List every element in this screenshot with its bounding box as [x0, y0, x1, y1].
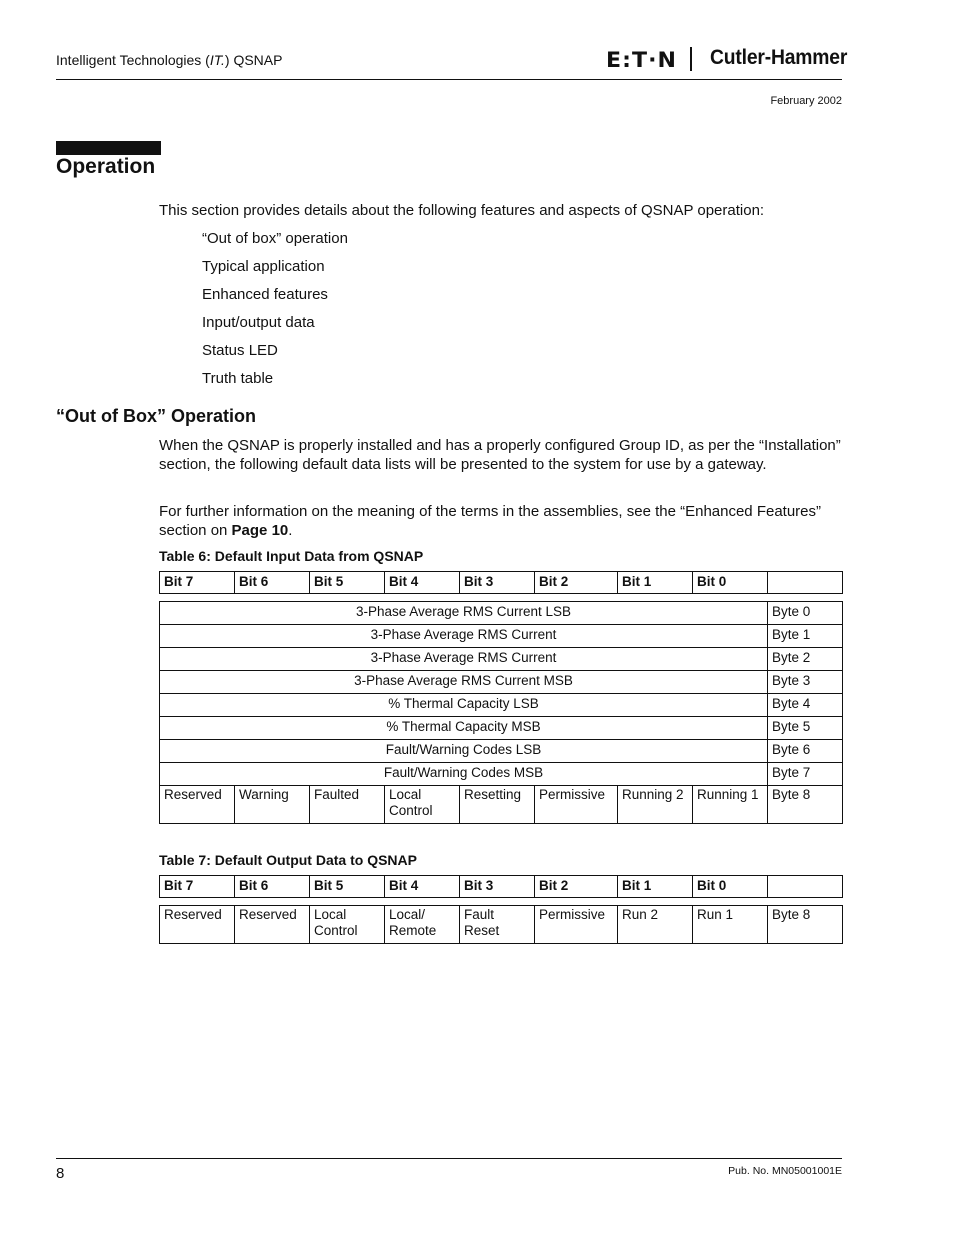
table-row — [160, 906, 843, 944]
list-item: Truth table — [202, 370, 274, 387]
table7-bit1-cell: Run 2 — [618, 906, 693, 944]
table7-header — [159, 875, 843, 898]
table7-bit2-cell: Permissive — [535, 906, 618, 944]
table6-span-cell: 3-Phase Average RMS Current MSB — [160, 671, 768, 694]
header-rule — [56, 79, 842, 80]
section-intro: This section provides details about the following features and aspects of QSNAP operation: — [159, 202, 765, 219]
table7-bit5-cell: Local Control — [310, 906, 385, 944]
table6-body — [159, 601, 843, 824]
table7-bit0-cell: Run 1 — [693, 906, 768, 944]
table-row — [160, 740, 843, 763]
table7-bit6-cell: Reserved — [235, 906, 310, 944]
table-row — [160, 648, 843, 671]
table6-span-cell: % Thermal Capacity MSB — [160, 717, 768, 740]
table6-bit6-cell: Warning — [235, 786, 310, 824]
list-item: Input/output data — [202, 314, 315, 331]
footer-rule — [56, 1158, 842, 1159]
table6-byte-cell: Byte 4 — [768, 694, 843, 717]
table7-header-bit4: Bit 4 — [385, 876, 460, 898]
table6-span-cell: % Thermal Capacity LSB — [160, 694, 768, 717]
table7-bit3-cell: Fault Reset — [460, 906, 535, 944]
table6-header — [159, 571, 843, 594]
table7-body — [159, 905, 843, 944]
table6-header-byte — [768, 572, 843, 594]
table6-header-bit2: Bit 2 — [535, 572, 618, 594]
table6-caption: Table 6: Default Input Data from QSNAP — [159, 548, 424, 564]
list-item: “Out of box” operation — [202, 230, 348, 247]
table7-header-bit5: Bit 5 — [310, 876, 385, 898]
table-row — [160, 763, 843, 786]
running-header-title: Intelligent Technologies (IT.) QSNAP — [56, 52, 283, 68]
table7-header-bit3: Bit 3 — [460, 876, 535, 898]
table-row — [160, 602, 843, 625]
table-row — [160, 694, 843, 717]
table6-span-cell: Fault/Warning Codes LSB — [160, 740, 768, 763]
table6-header-bit0: Bit 0 — [693, 572, 768, 594]
table7-bit7-cell: Reserved — [160, 906, 235, 944]
table6-byte-cell: Byte 0 — [768, 602, 843, 625]
section-marker-bar — [56, 141, 161, 155]
table7-header-bit7: Bit 7 — [160, 876, 235, 898]
header-date: February 2002 — [770, 95, 842, 107]
table6-bit3-cell: Resetting — [460, 786, 535, 824]
table7-header-bit1: Bit 1 — [618, 876, 693, 898]
table6-span-cell: 3-Phase Average RMS Current LSB — [160, 602, 768, 625]
table7-header-bit6: Bit 6 — [235, 876, 310, 898]
eaton-logo: E:T·N — [606, 48, 678, 72]
table6-byte-cell: Byte 6 — [768, 740, 843, 763]
table6-bit2-cell: Permissive — [535, 786, 618, 824]
table6-bit1-cell: Running 2 — [618, 786, 693, 824]
table7-bit4-cell: Local/ Remote — [385, 906, 460, 944]
table6-bit4-cell: Local Control — [385, 786, 460, 824]
paragraph-installation: When the QSNAP is properly installed and has a properly configured Group ID, as per the “Installation” section, the following default data lists will be presented to the system for use by a gateway. — [159, 437, 841, 473]
subsection-title: “Out of Box” Operation — [56, 406, 256, 426]
table6-bit5-cell: Faulted — [310, 786, 385, 824]
table-row — [160, 671, 843, 694]
table-row — [160, 625, 843, 648]
table-row — [160, 786, 843, 824]
table6-byte-cell: Byte 2 — [768, 648, 843, 671]
table6-header-bit1: Bit 1 — [618, 572, 693, 594]
table7-byte-cell: Byte 8 — [768, 906, 843, 944]
table7-header-byte — [768, 876, 843, 898]
table6-byte-cell: Byte 5 — [768, 717, 843, 740]
table6-bit7-cell: Reserved — [160, 786, 235, 824]
table6-byte-cell: Byte 3 — [768, 671, 843, 694]
table6-header-bit4: Bit 4 — [385, 572, 460, 594]
header-italic-it: IT. — [209, 52, 225, 68]
paragraph-further-info: For further information on the meaning of the terms in the assemblies, see the “Enhanced Features” section on Page 10. — [159, 503, 822, 539]
table6-byte-cell: Byte 1 — [768, 625, 843, 648]
table6-byte-cell: Byte 7 — [768, 763, 843, 786]
table6-span-cell: Fault/Warning Codes MSB — [160, 763, 768, 786]
table7-caption: Table 7: Default Output Data to QSNAP — [159, 852, 417, 868]
list-item: Enhanced features — [202, 286, 328, 303]
table6-header-bit7: Bit 7 — [160, 572, 235, 594]
publication-number: Pub. No. MN05001001E — [728, 1165, 842, 1177]
table6-bit0-cell: Running 1 — [693, 786, 768, 824]
page-number: 8 — [56, 1165, 65, 1182]
table6-byte-cell: Byte 8 — [768, 786, 843, 824]
table6-span-cell: 3-Phase Average RMS Current — [160, 625, 768, 648]
list-item: Status LED — [202, 342, 278, 359]
logo-divider — [690, 47, 692, 71]
table6-header-bit6: Bit 6 — [235, 572, 310, 594]
table7-header-bit2: Bit 2 — [535, 876, 618, 898]
table6-header-bit5: Bit 5 — [310, 572, 385, 594]
section-title: Operation — [56, 155, 156, 178]
page-reference: Page 10 — [231, 522, 289, 539]
cutler-hammer-logo: Cutler-Hammer — [710, 46, 848, 69]
table-row — [160, 717, 843, 740]
table6-span-cell: 3-Phase Average RMS Current — [160, 648, 768, 671]
list-item: Typical application — [202, 258, 325, 275]
table7-header-bit0: Bit 0 — [693, 876, 768, 898]
feature-list — [202, 229, 348, 397]
table6-header-bit3: Bit 3 — [460, 572, 535, 594]
